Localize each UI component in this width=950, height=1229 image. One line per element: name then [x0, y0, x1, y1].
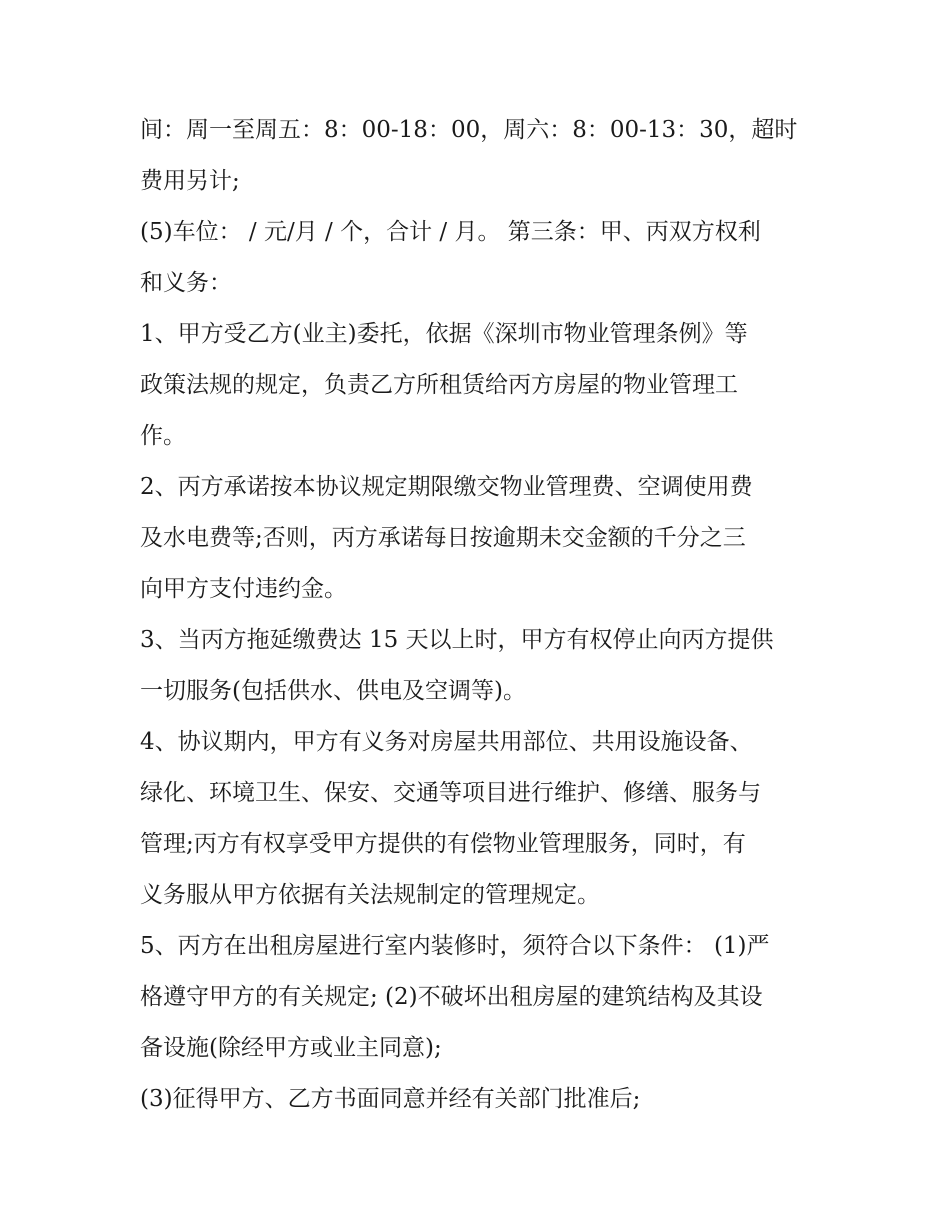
text-line: 管理;丙方有权享受甲方提供的有偿物业管理服务，同时，有 [140, 831, 746, 857]
text-line: (5)车位： / 元/月 / 个，合计 / 月。 第三条：甲、丙双方权利 [140, 219, 761, 245]
text-line: 格遵守甲方的有关规定; (2)不破坏出租房屋的建筑结构及其设 [140, 984, 763, 1010]
text-line: 和义务： [140, 270, 232, 296]
text-line: 义务服从甲方依据有关法规制定的管理规定。 [140, 882, 600, 908]
text-line: 备设施(除经甲方或业主同意); [140, 1035, 442, 1061]
text-line: 5、丙方在出租房屋进行室内装修时，须符合以下条件： (1)严 [140, 933, 770, 959]
text-line: 2、丙方承诺按本协议规定期限缴交物业管理费、空调使用费 [140, 474, 753, 500]
text-line: 4、协议期内，甲方有义务对房屋共用部位、共用设施设备、 [140, 729, 753, 755]
text-line: 向甲方支付违约金。 [140, 576, 347, 602]
text-line: 及水电费等;否则，丙方承诺每日按逾期未交金额的千分之三 [140, 525, 746, 551]
text-line: 1、甲方受乙方(业主)委托，依据《深圳市物业管理条例》等 [140, 321, 748, 347]
text-line: 作。 [140, 423, 186, 449]
text-line: 政策法规的规定，负责乙方所租赁给丙方房屋的物业管理工 [140, 372, 738, 398]
text-line: 间：周一至周五：8：00-18：00，周六：8：00-13：30，超时 [140, 117, 798, 143]
text-line: 绿化、环境卫生、保安、交通等项目进行维护、修缮、服务与 [140, 780, 761, 806]
text-line: 一切服务(包括供水、供电及空调等)。 [140, 678, 526, 704]
text-line: 3、当丙方拖延缴费达 15 天以上时，甲方有权停止向丙方提供 [140, 627, 774, 653]
text-line: (3)征得甲方、乙方书面同意并经有关部门批准后; [140, 1086, 641, 1112]
document-body [140, 105, 812, 1125]
text-line: 费用另计; [140, 168, 240, 194]
